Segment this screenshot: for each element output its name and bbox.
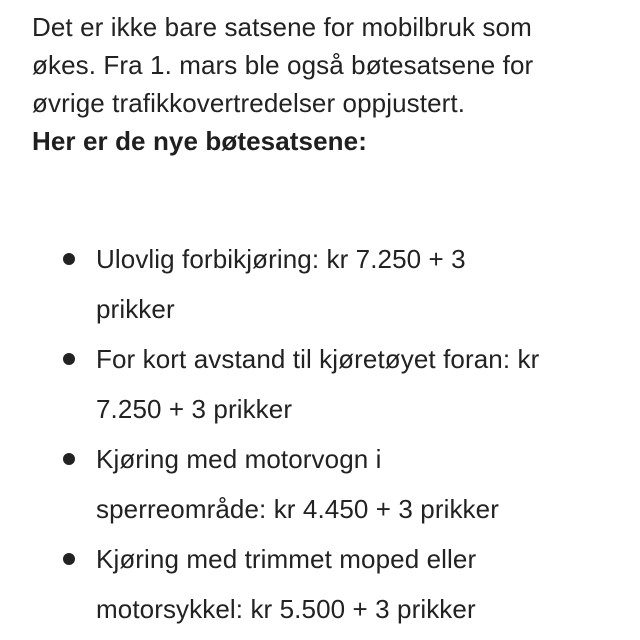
intro-line: økes. Fra 1. mars ble også bøtesatsene for bbox=[32, 50, 534, 80]
list-item-text: For kort avstand til kjøretøyet foran: kr bbox=[96, 344, 540, 374]
bullet-icon bbox=[63, 353, 75, 365]
list-item bbox=[32, 334, 632, 434]
list-item-text: Kjøring med trimmet moped eller bbox=[96, 544, 477, 574]
bullet-icon bbox=[63, 253, 75, 265]
article-body bbox=[32, 8, 628, 160]
list-item bbox=[32, 434, 632, 534]
list-item-text: Ulovlig forbikjøring: kr 7.250 + 3 bbox=[96, 244, 466, 274]
list-item-text: sperreområde: kr 4.450 + 3 prikker bbox=[96, 494, 499, 524]
intro-line: øvrige trafikkovertredelser oppjustert. bbox=[32, 88, 466, 118]
list-item bbox=[32, 534, 632, 634]
list-item-text: Kjøring med motorvogn i bbox=[96, 444, 382, 474]
list-item-text: motorsykkel: kr 5.500 + 3 prikker bbox=[96, 594, 476, 624]
list-item-text: 7.250 + 3 prikker bbox=[96, 394, 293, 424]
bullet-icon bbox=[63, 553, 75, 565]
list-item bbox=[32, 234, 632, 334]
list-item-text: prikker bbox=[96, 294, 175, 324]
intro-paragraph bbox=[32, 8, 628, 122]
penalty-list bbox=[32, 234, 632, 634]
bullet-icon bbox=[63, 453, 75, 465]
intro-line: Det er ikke bare satsene for mobilbruk som bbox=[32, 12, 532, 42]
section-heading: Her er de nye bøtesatsene: bbox=[32, 126, 367, 156]
